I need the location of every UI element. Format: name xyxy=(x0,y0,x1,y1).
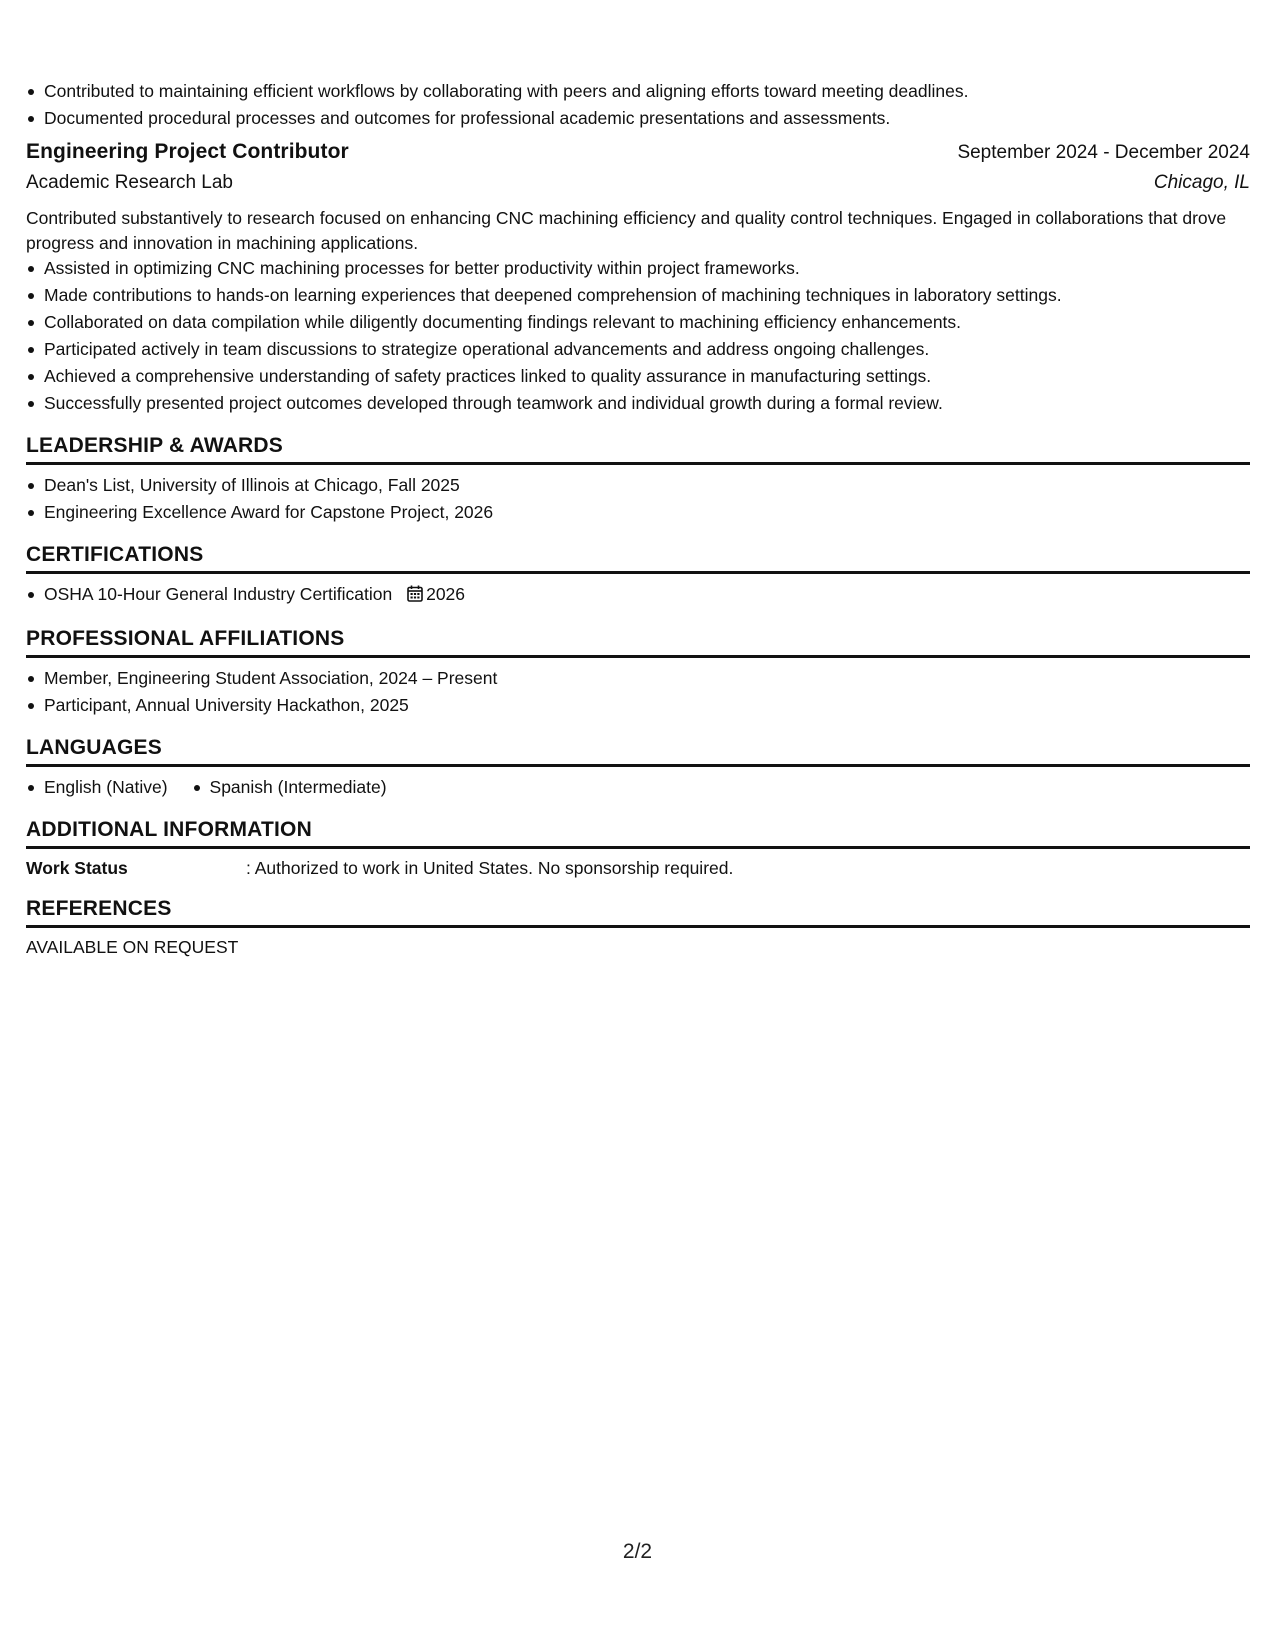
previous-job-bullets xyxy=(26,78,1250,132)
list-item: Collaborated on data compilation while diligently documenting findings relevant to machining efficiency enhancements. xyxy=(44,309,1250,336)
certification-name: OSHA 10-Hour General Industry Certification xyxy=(44,584,393,604)
list-item: Achieved a comprehensive understanding of safety practices linked to quality assurance in manufacturing settings. xyxy=(44,363,1250,390)
job-description: Contributed substantively to research focused on enhancing CNC machining efficiency and quality control techniques. Engaged in collaborations that drove progress and innovation in machining applications. xyxy=(26,208,1227,253)
references-section xyxy=(26,890,1250,959)
job-organization: Academic Research Lab xyxy=(26,172,233,193)
languages-section xyxy=(26,729,1250,801)
job-bullets xyxy=(26,255,1250,417)
job-title: Engineering Project Contributor xyxy=(26,140,349,163)
affiliations-section xyxy=(26,620,1250,719)
list-item: Assisted in optimizing CNC machining processes for better productivity within project frameworks. xyxy=(44,255,1250,282)
certifications-list xyxy=(26,581,1250,610)
job-location: Chicago, IL xyxy=(1153,172,1250,193)
leadership-list xyxy=(26,472,1250,526)
affiliations-list xyxy=(26,665,1250,719)
job-subheader xyxy=(26,172,1250,204)
work-status-value: : Authorized to work in United States. No sponsorship required. xyxy=(246,858,734,878)
section-title: CERTIFICATIONS xyxy=(26,536,1250,574)
list-item: Dean's List, University of Illinois at Chicago, Fall 2025 xyxy=(44,472,1250,499)
references-text: AVAILABLE ON REQUEST xyxy=(26,937,239,957)
job-header xyxy=(26,140,1250,172)
section-title: LANGUAGES xyxy=(26,729,1250,767)
list-item: English (Native) xyxy=(44,774,168,801)
list-item: Member, Engineering Student Association, 2024 – Present xyxy=(44,665,1250,692)
section-title: REFERENCES xyxy=(26,890,1250,928)
certifications-section xyxy=(26,536,1250,610)
section-title: LEADERSHIP & AWARDS xyxy=(26,427,1250,465)
list-item: Engineering Excellence Award for Capstone Project, 2026 xyxy=(44,499,1250,526)
list-item xyxy=(44,581,1250,610)
section-title: ADDITIONAL INFORMATION xyxy=(26,811,1250,849)
job-dates: September 2024 - December 2024 xyxy=(957,142,1250,163)
list-item: Contributed to maintaining efficient workflows by collaborating with peers and aligning efforts toward meeting deadlines. xyxy=(44,78,1250,105)
list-item: Made contributions to hands-on learning experiences that deepened comprehension of machining techniques in laboratory settings. xyxy=(44,282,1250,309)
list-item: Spanish (Intermediate) xyxy=(210,774,387,801)
section-title: PROFESSIONAL AFFILIATIONS xyxy=(26,620,1250,658)
languages-list xyxy=(26,774,1250,801)
list-item: Participated actively in team discussions to strategize operational advancements and address ongoing challenges. xyxy=(44,336,1250,363)
list-item: Participant, Annual University Hackathon, 2025 xyxy=(44,692,1250,719)
calendar-icon xyxy=(407,583,423,610)
work-status-label: Work Status xyxy=(26,858,128,878)
additional-info-section xyxy=(26,811,1250,880)
page-number: 2/2 xyxy=(622,1540,653,1563)
work-status-row xyxy=(26,856,1250,880)
resume-page xyxy=(26,78,1250,959)
list-item: Successfully presented project outcomes developed through teamwork and individual growth during a formal review. xyxy=(44,390,1250,417)
leadership-section xyxy=(26,427,1250,526)
certification-year: 2026 xyxy=(426,584,466,604)
list-item: Documented procedural processes and outcomes for professional academic presentations and assessments. xyxy=(44,105,1250,132)
